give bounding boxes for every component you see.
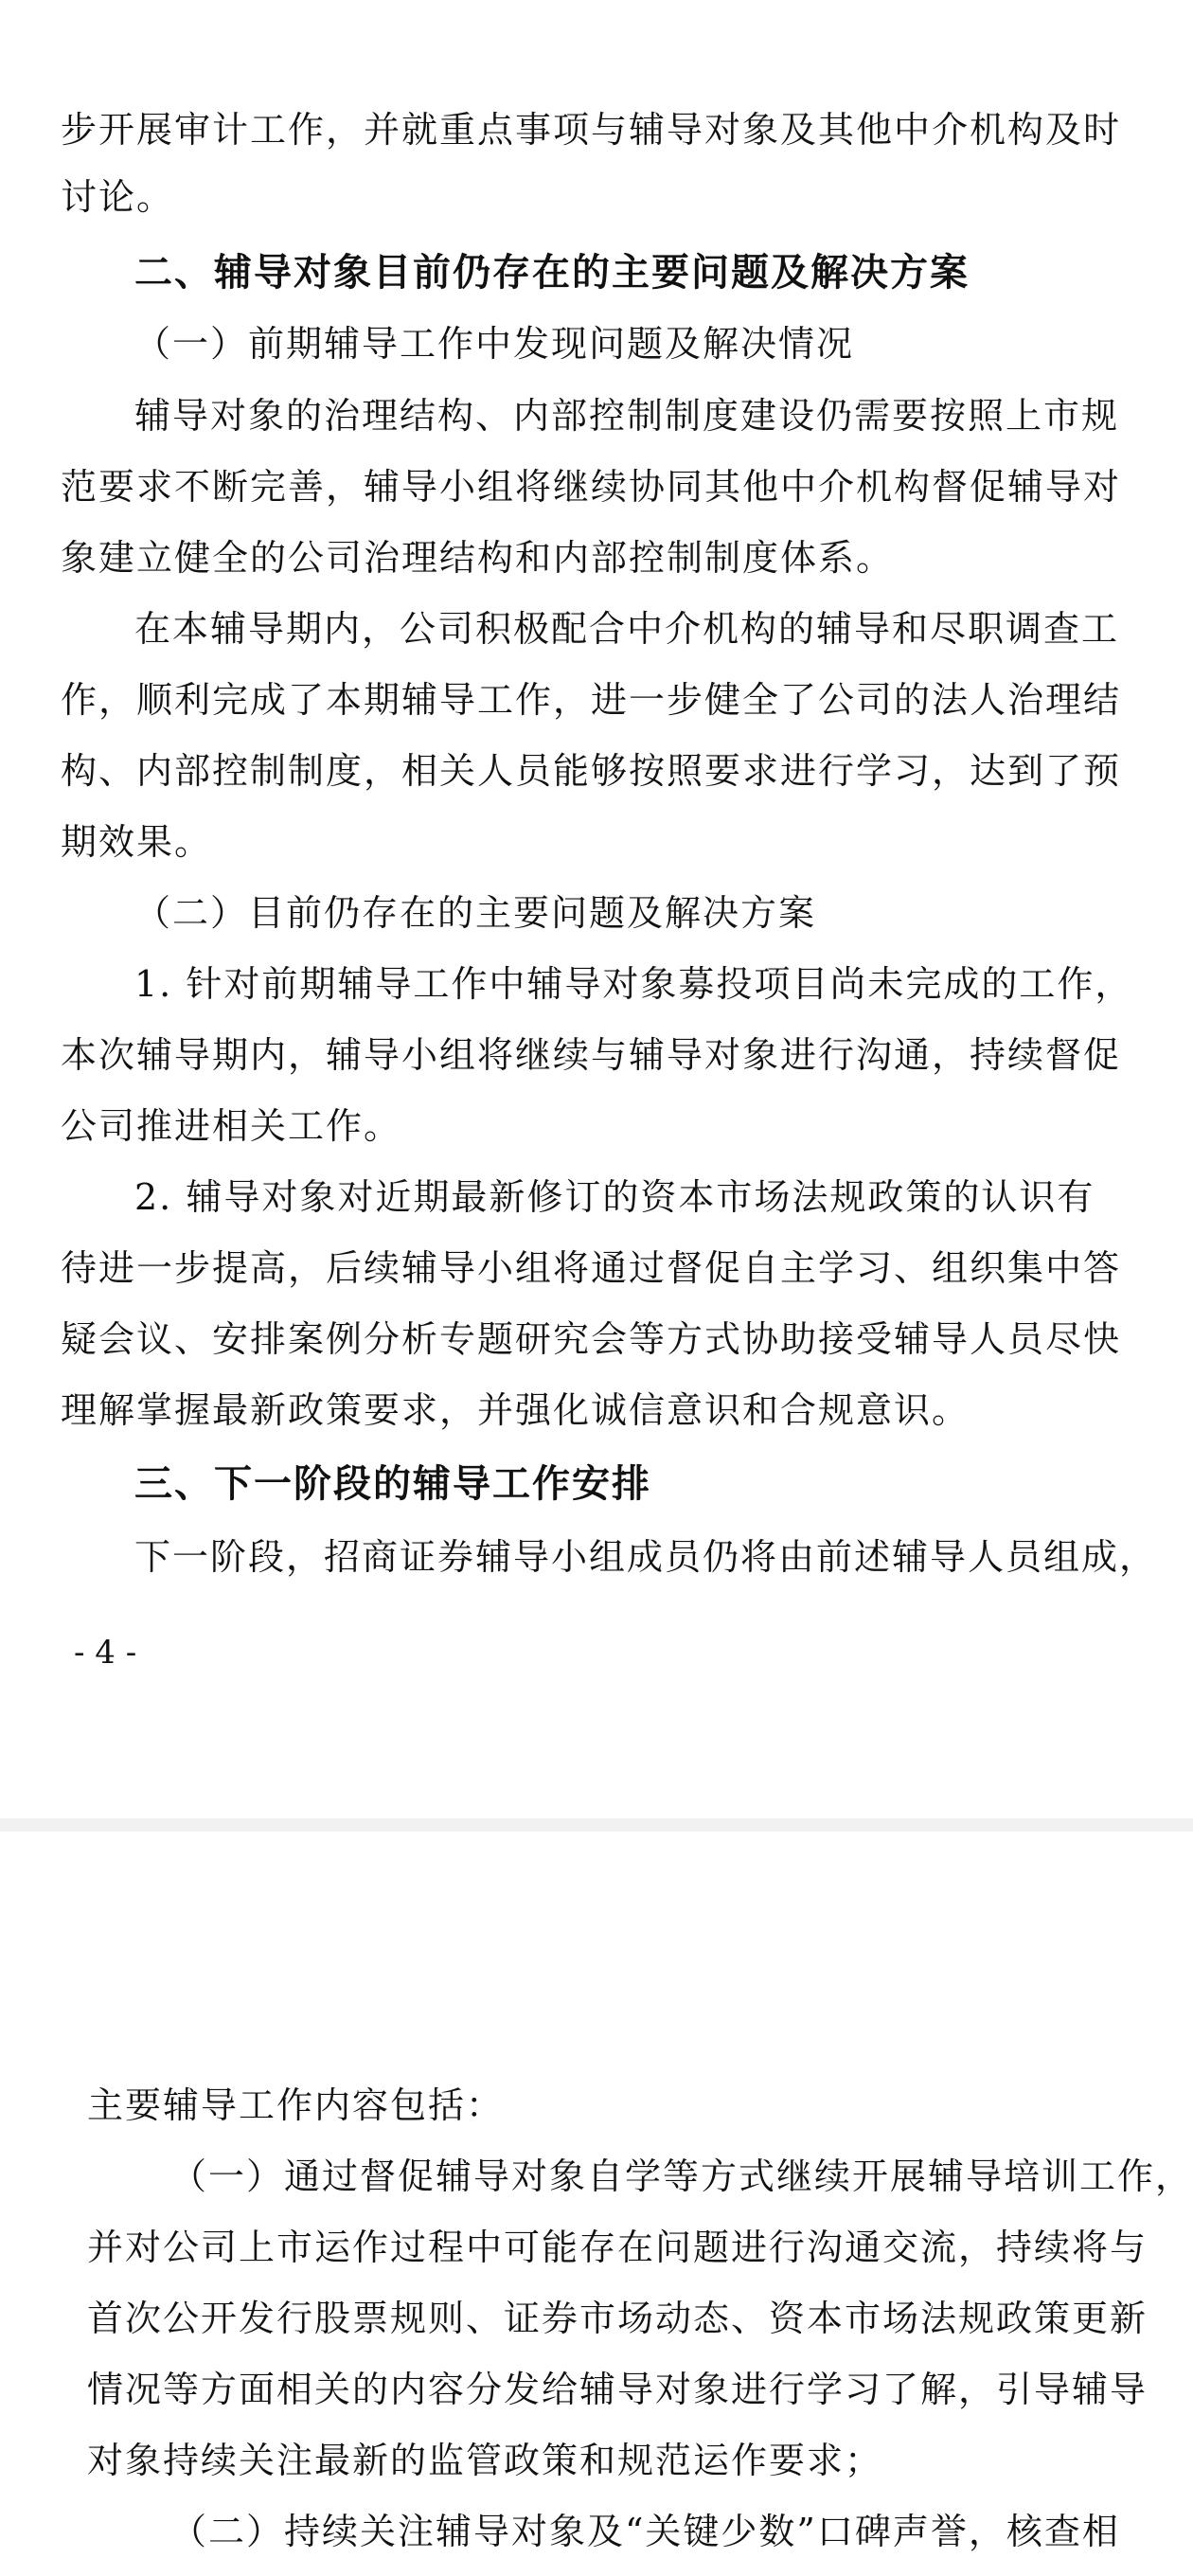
paragraph-line: 象建立健全的公司治理结构和内部控制制度体系。 bbox=[61, 537, 895, 579]
paragraph-line: 疑会议、安排案例分析专题研究会等方式协助接受辅导人员尽快 bbox=[61, 1318, 1122, 1360]
paragraph-line: 作，顺利完成了本期辅导工作，进一步健全了公司的法人治理结 bbox=[61, 679, 1122, 721]
paragraph-line: 讨论。 bbox=[61, 176, 175, 218]
paragraph-line: 情况等方面相关的内容分发给辅导对象进行学习了解，引导辅导 bbox=[87, 2369, 1148, 2410]
paragraph-line: 1. 针对前期辅导工作中辅导对象募投项目尚未完成的工作， bbox=[134, 963, 1133, 1005]
paragraph-line: 步开展审计工作，并就重点事项与辅导对象及其他中介机构及时 bbox=[61, 109, 1122, 151]
paragraph-line: 待进一步提高，后续辅导小组将通过督促自主学习、组织集中答 bbox=[61, 1247, 1122, 1289]
paragraph-line: 在本辅导期内，公司积极配合中介机构的辅导和尽职调查工 bbox=[134, 608, 1120, 650]
paragraph-line: （一）通过督促辅导对象自学等方式继续开展辅导培训工作， bbox=[170, 2156, 1193, 2197]
page-separator bbox=[0, 1818, 1193, 1832]
paragraph-line: 主要辅导工作内容包括： bbox=[87, 2084, 505, 2126]
paragraph-line: 辅导对象的治理结构、内部控制制度建设仍需要按照上市规 bbox=[134, 395, 1120, 437]
paragraph-line: 并对公司上市运作过程中可能存在问题进行沟通交流，持续将与 bbox=[87, 2227, 1148, 2268]
paragraph-line: 首次公开发行股票规则、证券市场动态、资本市场法规政策更新 bbox=[87, 2298, 1148, 2339]
subsection-heading-2-1: （一）前期辅导工作中发现问题及解决情况 bbox=[134, 323, 855, 365]
paragraph-line: 2. 辅导对象对近期最新修订的资本市场法规政策的认识有 bbox=[134, 1176, 1095, 1218]
section-heading-3: 三、下一阶段的辅导工作安排 bbox=[134, 1462, 651, 1506]
paragraph-line: 下一阶段，招商证券辅导小组成员仍将由前述辅导人员组成， bbox=[134, 1536, 1158, 1578]
subsection-heading-2-2: （二）目前仍存在的主要问题及解决方案 bbox=[134, 892, 817, 934]
paragraph-line: 对象持续关注最新的监管政策和规范运作要求； bbox=[87, 2440, 883, 2481]
document-page-5 bbox=[0, 1832, 1193, 2576]
paragraph-line: （二）持续关注辅导对象及“关键少数”口碑声誉，核查相 bbox=[170, 2511, 1120, 2552]
paragraph-line: 理解掌握最新政策要求，并强化诚信意识和合规意识。 bbox=[61, 1389, 970, 1431]
paragraph-line: 本次辅导期内，辅导小组将继续与辅导对象进行沟通，持续督促 bbox=[61, 1034, 1122, 1076]
paragraph-line: 范要求不断完善，辅导小组将继续协同其他中介机构督促辅导对 bbox=[61, 466, 1122, 508]
page-number: - 4 - bbox=[74, 1634, 137, 1672]
section-heading-2: 二、辅导对象目前仍存在的主要问题及解决方案 bbox=[134, 251, 970, 295]
paragraph-line: 构、内部控制制度，相关人员能够按照要求进行学习，达到了预 bbox=[61, 750, 1122, 792]
paragraph-line: 公司推进相关工作。 bbox=[61, 1105, 402, 1147]
paragraph-line: 期效果。 bbox=[61, 821, 213, 863]
